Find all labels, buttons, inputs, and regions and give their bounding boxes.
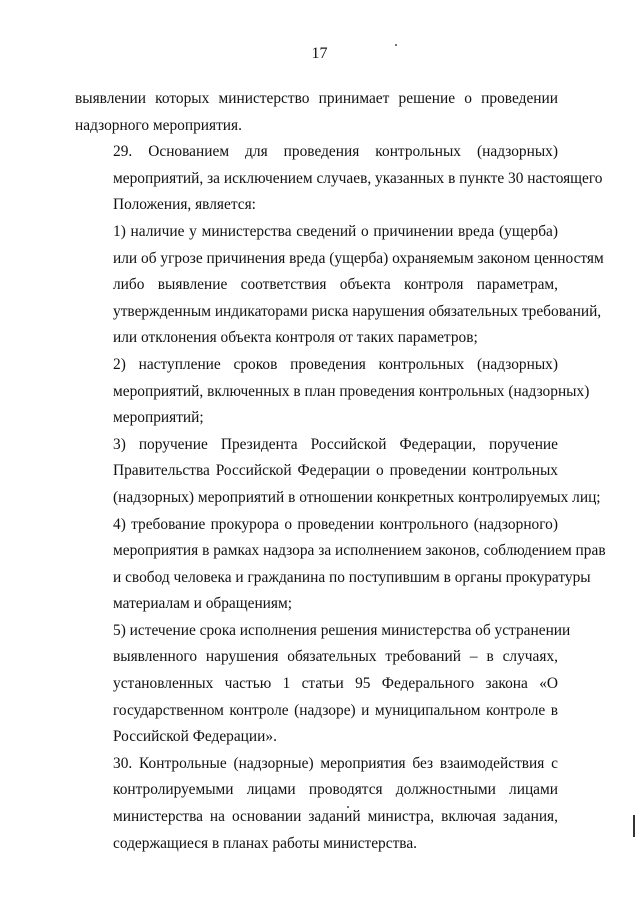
text-line: 1) наличие у министерства сведений о причинении вреда (ущерба) bbox=[113, 222, 558, 240]
text-line: контролируемыми лицами проводятся должностными лицами bbox=[113, 781, 558, 799]
text-line: установленных частью 1 статьи 95 Федерального закона «О bbox=[113, 675, 558, 693]
text-line: министерства на основании заданий министра, включая задания, bbox=[113, 808, 558, 826]
text-line: утвержденным индикаторами риска нарушения обязательных требований, bbox=[113, 302, 602, 320]
document-body bbox=[75, 86, 606, 857]
paragraph-subitem-5 bbox=[75, 618, 571, 751]
scan-speck bbox=[347, 806, 349, 808]
text-line: 30. Контрольные (надзорные) мероприятия без взаимодействия с bbox=[113, 754, 558, 772]
text-line: или об угрозе причинения вреда (ущерба) охраняемым законом ценностям bbox=[113, 249, 604, 267]
paragraph-item-30 bbox=[75, 751, 558, 857]
text-line: Российской Федерации». bbox=[113, 728, 277, 746]
text-line: либо выявление соответствия объекта контроля параметрам, bbox=[113, 276, 558, 294]
text-line: 5) истечение срока исполнения решения министерства об устранении bbox=[113, 621, 571, 639]
text-line: мероприятий; bbox=[113, 409, 204, 427]
text-line: надзорного мероприятия. bbox=[75, 116, 242, 134]
scan-speck bbox=[395, 44, 397, 46]
text-line: и свобод человека и гражданина по поступившим в органы прокуратуры bbox=[113, 568, 591, 586]
text-line: выявлении которых министерство принимает решение о проведении bbox=[75, 90, 558, 107]
paragraph-continuation bbox=[75, 86, 558, 139]
scan-edge-mark bbox=[633, 815, 635, 837]
text-line: Правительства Российской Федерации о проведении контрольных bbox=[113, 462, 558, 480]
text-line: 29. Основанием для проведения контрольных (надзорных) bbox=[113, 143, 558, 161]
text-line: содержащиеся в планах работы министерства. bbox=[113, 834, 418, 852]
text-line: 3) поручение Президента Российской Федерации, поручение bbox=[113, 435, 558, 453]
text-line: мероприятий, за исключением случаев, указанных в пункте 30 настоящего bbox=[113, 169, 603, 187]
text-line: мероприятий, включенных в план проведения контрольных (надзорных) bbox=[113, 382, 590, 400]
text-line: или отклонения объекта контроля от таких параметров; bbox=[113, 329, 478, 347]
text-line: 2) наступление сроков проведения контрольных (надзорных) bbox=[113, 355, 558, 373]
text-line: Положения, является: bbox=[113, 196, 256, 214]
text-line: выявленного нарушения обязательных требований – в случаях, bbox=[113, 648, 558, 666]
text-line: 4) требование прокурора о проведении контрольного (надзорного) bbox=[113, 515, 558, 533]
text-line: материалам и обращениям; bbox=[113, 595, 293, 613]
page-number: 17 bbox=[311, 45, 328, 62]
paragraph-item-29 bbox=[75, 139, 603, 219]
paragraph-subitem-4 bbox=[75, 512, 606, 618]
paragraph-subitem-1 bbox=[75, 219, 604, 352]
text-line: (надзорных) мероприятий в отношении конкретных контролируемых лиц; bbox=[113, 488, 601, 506]
paragraph-subitem-3 bbox=[75, 432, 601, 512]
paragraph-subitem-2 bbox=[75, 352, 590, 432]
text-line: государственном контроле (надзоре) и муниципальном контроле в bbox=[113, 701, 558, 719]
text-line: мероприятия в рамках надзора за исполнением законов, соблюдением прав bbox=[113, 542, 606, 560]
